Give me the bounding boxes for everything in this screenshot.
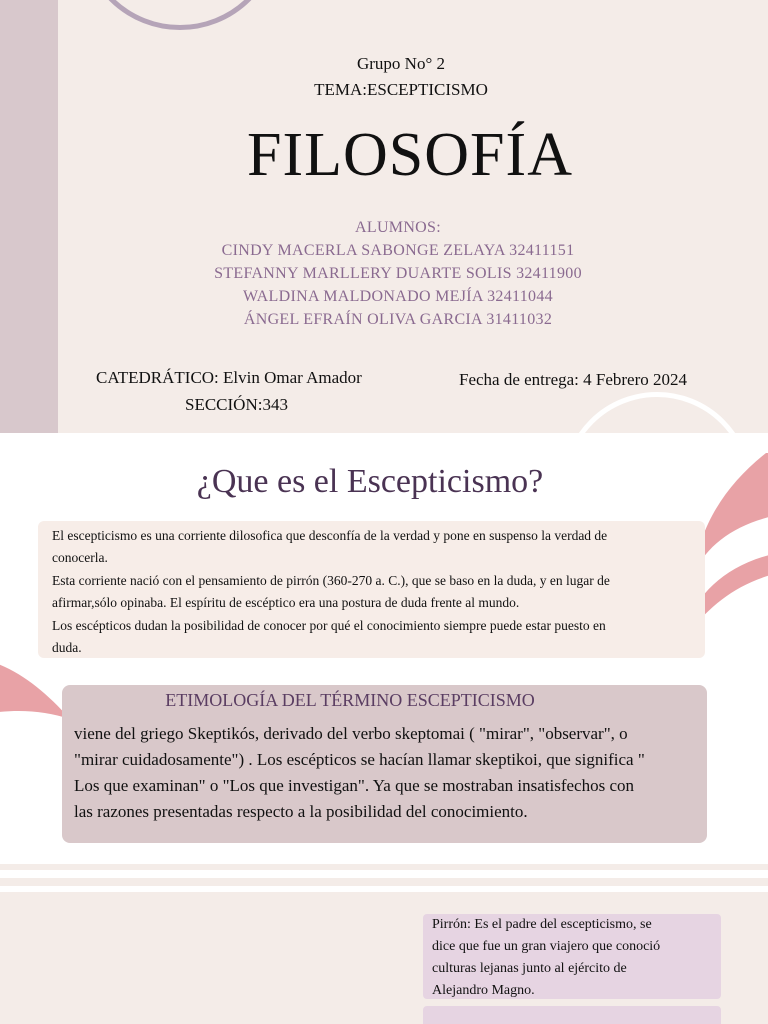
course-title: FILOSOFÍA <box>247 121 573 189</box>
etymology-line: viene del griego Skeptikós, derivado del verbo skeptomai ( "mirar", "observar", o <box>74 724 628 743</box>
definition-line: Los escépticos dudan la posibilidad de conocer por qué el conocimiento siempre puede estar puesto en <box>52 618 606 633</box>
definition-box <box>38 521 705 658</box>
definition-line: afirmar,sólo opinaba. El espíritu de escéptico era una postura de duda frente al mundo. <box>52 595 520 610</box>
etymology-box <box>62 685 707 843</box>
students-label: ALUMNOS: <box>355 219 441 236</box>
etymology-title: ETIMOLOGÍA DEL TÉRMINO ESCEPTICISMO <box>165 690 535 710</box>
definition-line: duda. <box>52 640 82 655</box>
pyrrho-slide <box>0 864 768 1024</box>
etymology-line: "mirar cuidadosamente") . Los escépticos se hacían llamar skeptikoi, que significa " <box>74 750 645 769</box>
definition-slide <box>0 433 768 864</box>
pyrrho-line: dice que fue un gran viajero que conoció <box>432 939 661 954</box>
definition-line: conocerla. <box>52 550 108 565</box>
cover-slide <box>0 0 768 433</box>
pyrrho-box <box>423 914 721 999</box>
circle-decoration-bottom <box>562 392 752 433</box>
section-number: SECCIÓN:343 <box>185 395 288 414</box>
definition-line: El escepticismo es una corriente dilosofica que desconfía de la verdad y pone en suspenso la verdad de <box>52 528 608 543</box>
etymology-line: Los que examinan" o "Los que investigan". Ya que se mostraban insatisfechos con <box>74 776 634 795</box>
pyrrho-line: Alejandro Magno. <box>432 983 535 998</box>
pyrrho-line: culturas lejanas junto al ejército de <box>432 961 627 976</box>
student-name: ÁNGEL EFRAÍN OLIVA GARCIA 31411032 <box>243 311 553 328</box>
stripe-decoration <box>0 870 768 878</box>
topic-label: TEMA:ESCEPTICISMO <box>314 80 488 99</box>
student-name: WALDINA MALDONADO MEJÍA 32411044 <box>243 288 553 305</box>
next-card-box <box>423 1006 721 1024</box>
definition-line: Esta corriente nació con el pensamiento de pirrón (360-270 a. C.), que se baso en la duda, y en lugar de <box>52 573 610 588</box>
student-name: STEFANNY MARLLERY DUARTE SOLIS 32411900 <box>214 265 582 282</box>
group-number: Grupo No° 2 <box>356 54 445 73</box>
circle-decoration-top <box>80 0 280 30</box>
stripe-decoration <box>0 886 768 892</box>
pyrrho-line: Pirrón: Es el padre del escepticismo, se <box>432 917 652 932</box>
etymology-line: las razones presentadas respecto a la posibilidad del conocimiento. <box>74 802 528 821</box>
delivery-date: Fecha de entrega: 4 Febrero 2024 <box>459 370 687 389</box>
slide-title: ¿Que es el Escepticismo? <box>196 463 544 500</box>
lecturer-name: CATEDRÁTICO: Elvin Omar Amador <box>96 368 362 387</box>
student-name: CINDY MACERLA SABONGE ZELAYA 32411151 <box>221 242 575 259</box>
